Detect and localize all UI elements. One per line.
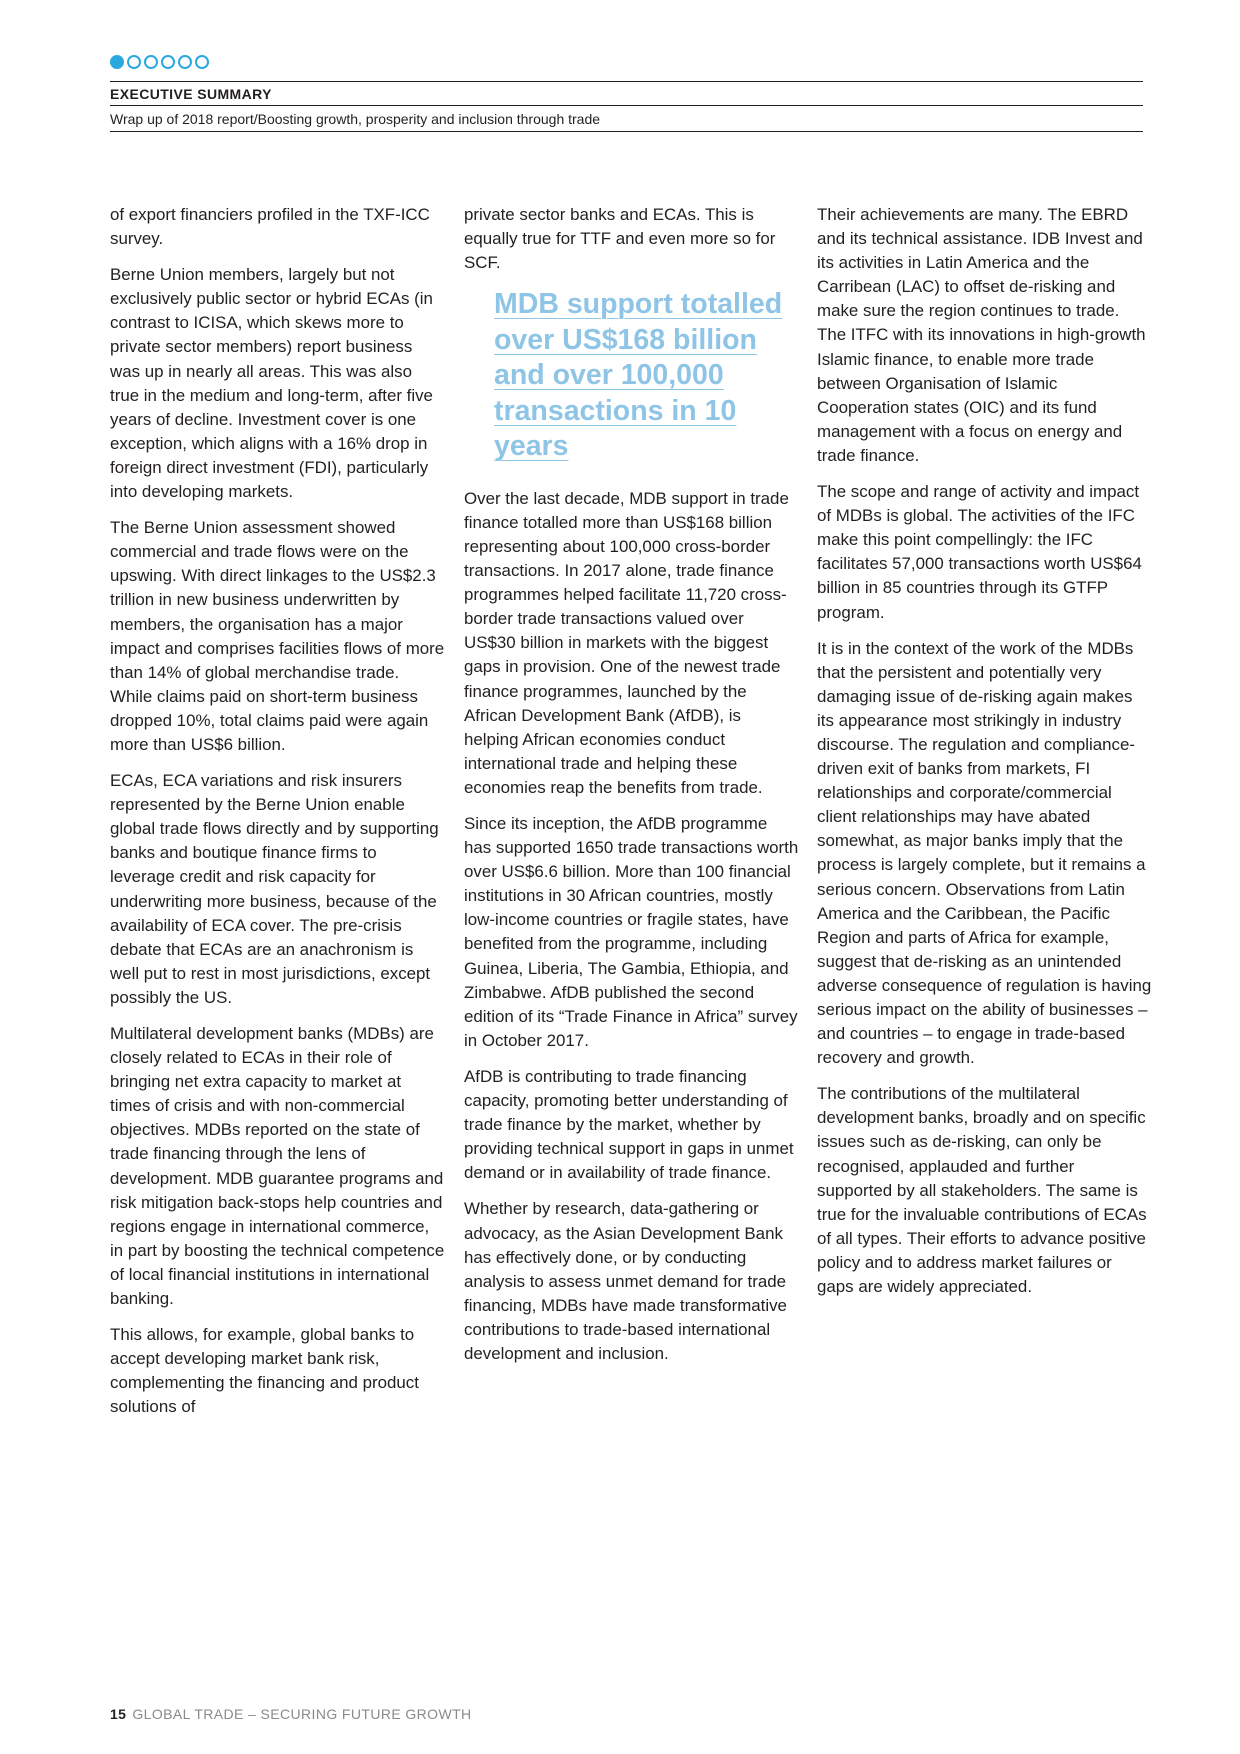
paragraph: Whether by research, data-gathering or advocacy, as the Asian Development Bank has effectively done, or by conducting analysis to assess unmet demand for trade financing, MDBs have made transformative contributions to trade-based international development and inclusion. (464, 1199, 787, 1363)
progress-dot-1 (110, 55, 124, 69)
paragraph: The contributions of the multilateral development banks, broadly and on specific issues such as de-risking, can only be recognised, applauded and further supported by all stakeholders. The same is true for the invaluable contributions of ECAs of all types. Their efforts to advance positive policy and to address market failures or gaps are widely appreciated. (817, 1084, 1147, 1297)
header-rule-bottom (110, 131, 1143, 132)
column-2 (464, 203, 799, 1378)
section-subtitle: Wrap up of 2018 report/Boosting growth, prosperity and inclusion through trade (110, 111, 601, 127)
header-rule-middle (110, 105, 1143, 106)
paragraph: The Berne Union assessment showed commercial and trade flows were on the upswing. With direct linkages to the US$2.3 trillion in new business underwritten by members, the organisation has a major impact and comprises facilities flows of more than 14% of global merchandise trade. While claims paid on short-term business dropped 10%, total claims paid were again more than US$6 billion. (110, 518, 445, 754)
column-3 (817, 203, 1152, 1311)
paragraph: This allows, for example, global banks to accept developing market bank risk, complementing the financing and product solutions of (110, 1325, 419, 1417)
paragraph: AfDB is contributing to trade financing capacity, promoting better understanding of trade finance by the market, whether by providing technical support in gaps in unmet demand or in availability of trade finance. (464, 1066, 794, 1183)
paragraph: Their achievements are many. The EBRD and its technical assistance. IDB Invest and its activities in Latin America and the Carribean (LAC) to offset de-risking and make sure the region continues to trade. The ITFC with its innovations in high-growth Islamic finance, to enable more trade between Organisation of Islamic Cooperation states (OIC) and its fund management with a focus on energy and trade finance. (817, 205, 1146, 465)
paragraph: Over the last decade, MDB support in trade finance totalled more than US$168 billion representing about 100,000 cross-border transactions. In 2017 alone, trade finance programmes helped facilitate 11,720 cross-border trade transactions valued over US$30 billion in markets with the biggest gaps in provision. One of the newest trade finance programmes, launched by the African Development Bank (AfDB), is helping African economies conduct international trade and helping these economies reap the benefits from trade. (464, 488, 789, 797)
paragraph: private sector banks and ECAs. This is equally true for TTF and even more so for SCF. (464, 205, 776, 273)
paragraph: Berne Union members, largely but not exclusively public sector or hybrid ECAs (in contrast to ICISA, which skews more to private sector members) report business was up in nearly all areas. This was also true in the medium and long-term, after five years of decline. Investment cover is one exception, which aligns with a 16% drop in foreign direct investment (FDI), particularly into developing markets. (110, 265, 433, 502)
page-number: 15 (110, 1706, 127, 1722)
publication-title: GLOBAL TRADE – SECURING FUTURE GROWTH (132, 1706, 472, 1722)
paragraph: It is in the context of the work of the MDBs that the persistent and potentially very damaging issue of de-risking again makes its appearance most strikingly in industry discourse. The regulation and compliance-driven exit of banks from markets, FI relationships and corporate/commercial client relationships may have abated somewhat, as major banks imply that the process is largely complete, but it remains a serious concern. Observations from Latin America and the Caribbean, the Pacific Region and parts of Africa for example, suggest that de-risking as an unintended adverse consequence of regulation is having serious impact on the ability of businesses – and countries – to engage in trade-based recovery and growth. (817, 638, 1152, 1068)
column-1 (110, 203, 445, 1432)
paragraph: of export financiers profiled in the TXF-ICC survey. (110, 205, 430, 249)
progress-dot-4 (161, 55, 175, 69)
pull-quote: MDB support totalled over US$168 billion and over 100,000 transactions in 10 years (494, 288, 783, 463)
paragraph: Since its inception, the AfDB programme has supported 1650 trade transactions worth over US$6.6 billion. More than 100 financial institutions in 30 African countries, mostly low-income countries or fragile states, have benefited from the programme, including Guinea, Liberia, The Gambia, Ethiopia, and Zimbabwe. AfDB published the second edition of its “Trade Finance in Africa” survey in October 2017. (464, 814, 799, 1050)
page-footer (110, 1706, 472, 1722)
progress-dot-6 (195, 55, 209, 69)
section-title: EXECUTIVE SUMMARY (110, 86, 272, 102)
progress-dot-5 (178, 55, 192, 69)
paragraph: Multilateral development banks (MDBs) are closely related to ECAs in their role of bringing net extra capacity to market at times of crisis and with non-commercial objectives. MDBs reported on the state of trade financing through the lens of development. MDB guarantee programs and risk mitigation back-stops help countries and regions engage in international commerce, in part by boosting the technical competence of local financial institutions in international banking. (110, 1024, 445, 1309)
paragraph: ECAs, ECA variations and risk insurers represented by the Berne Union enable global trade flows directly and by supporting banks and boutique finance firms to leverage credit and risk capacity for underwriting more business, because of the availability of ECA cover. The pre-crisis debate that ECAs are an anachronism is well put to rest in most jurisdictions, except possibly the US. (110, 771, 439, 1007)
progress-dot-3 (144, 55, 158, 69)
paragraph: The scope and range of activity and impact of MDBs is global. The activities of the IFC make this point compellingly: the IFC facilitates 57,000 transactions worth US$64 billion in 85 countries through its GTFP program. (817, 482, 1142, 622)
progress-dots (110, 55, 209, 73)
header-rule-top (110, 81, 1143, 82)
progress-dot-2 (127, 55, 141, 69)
